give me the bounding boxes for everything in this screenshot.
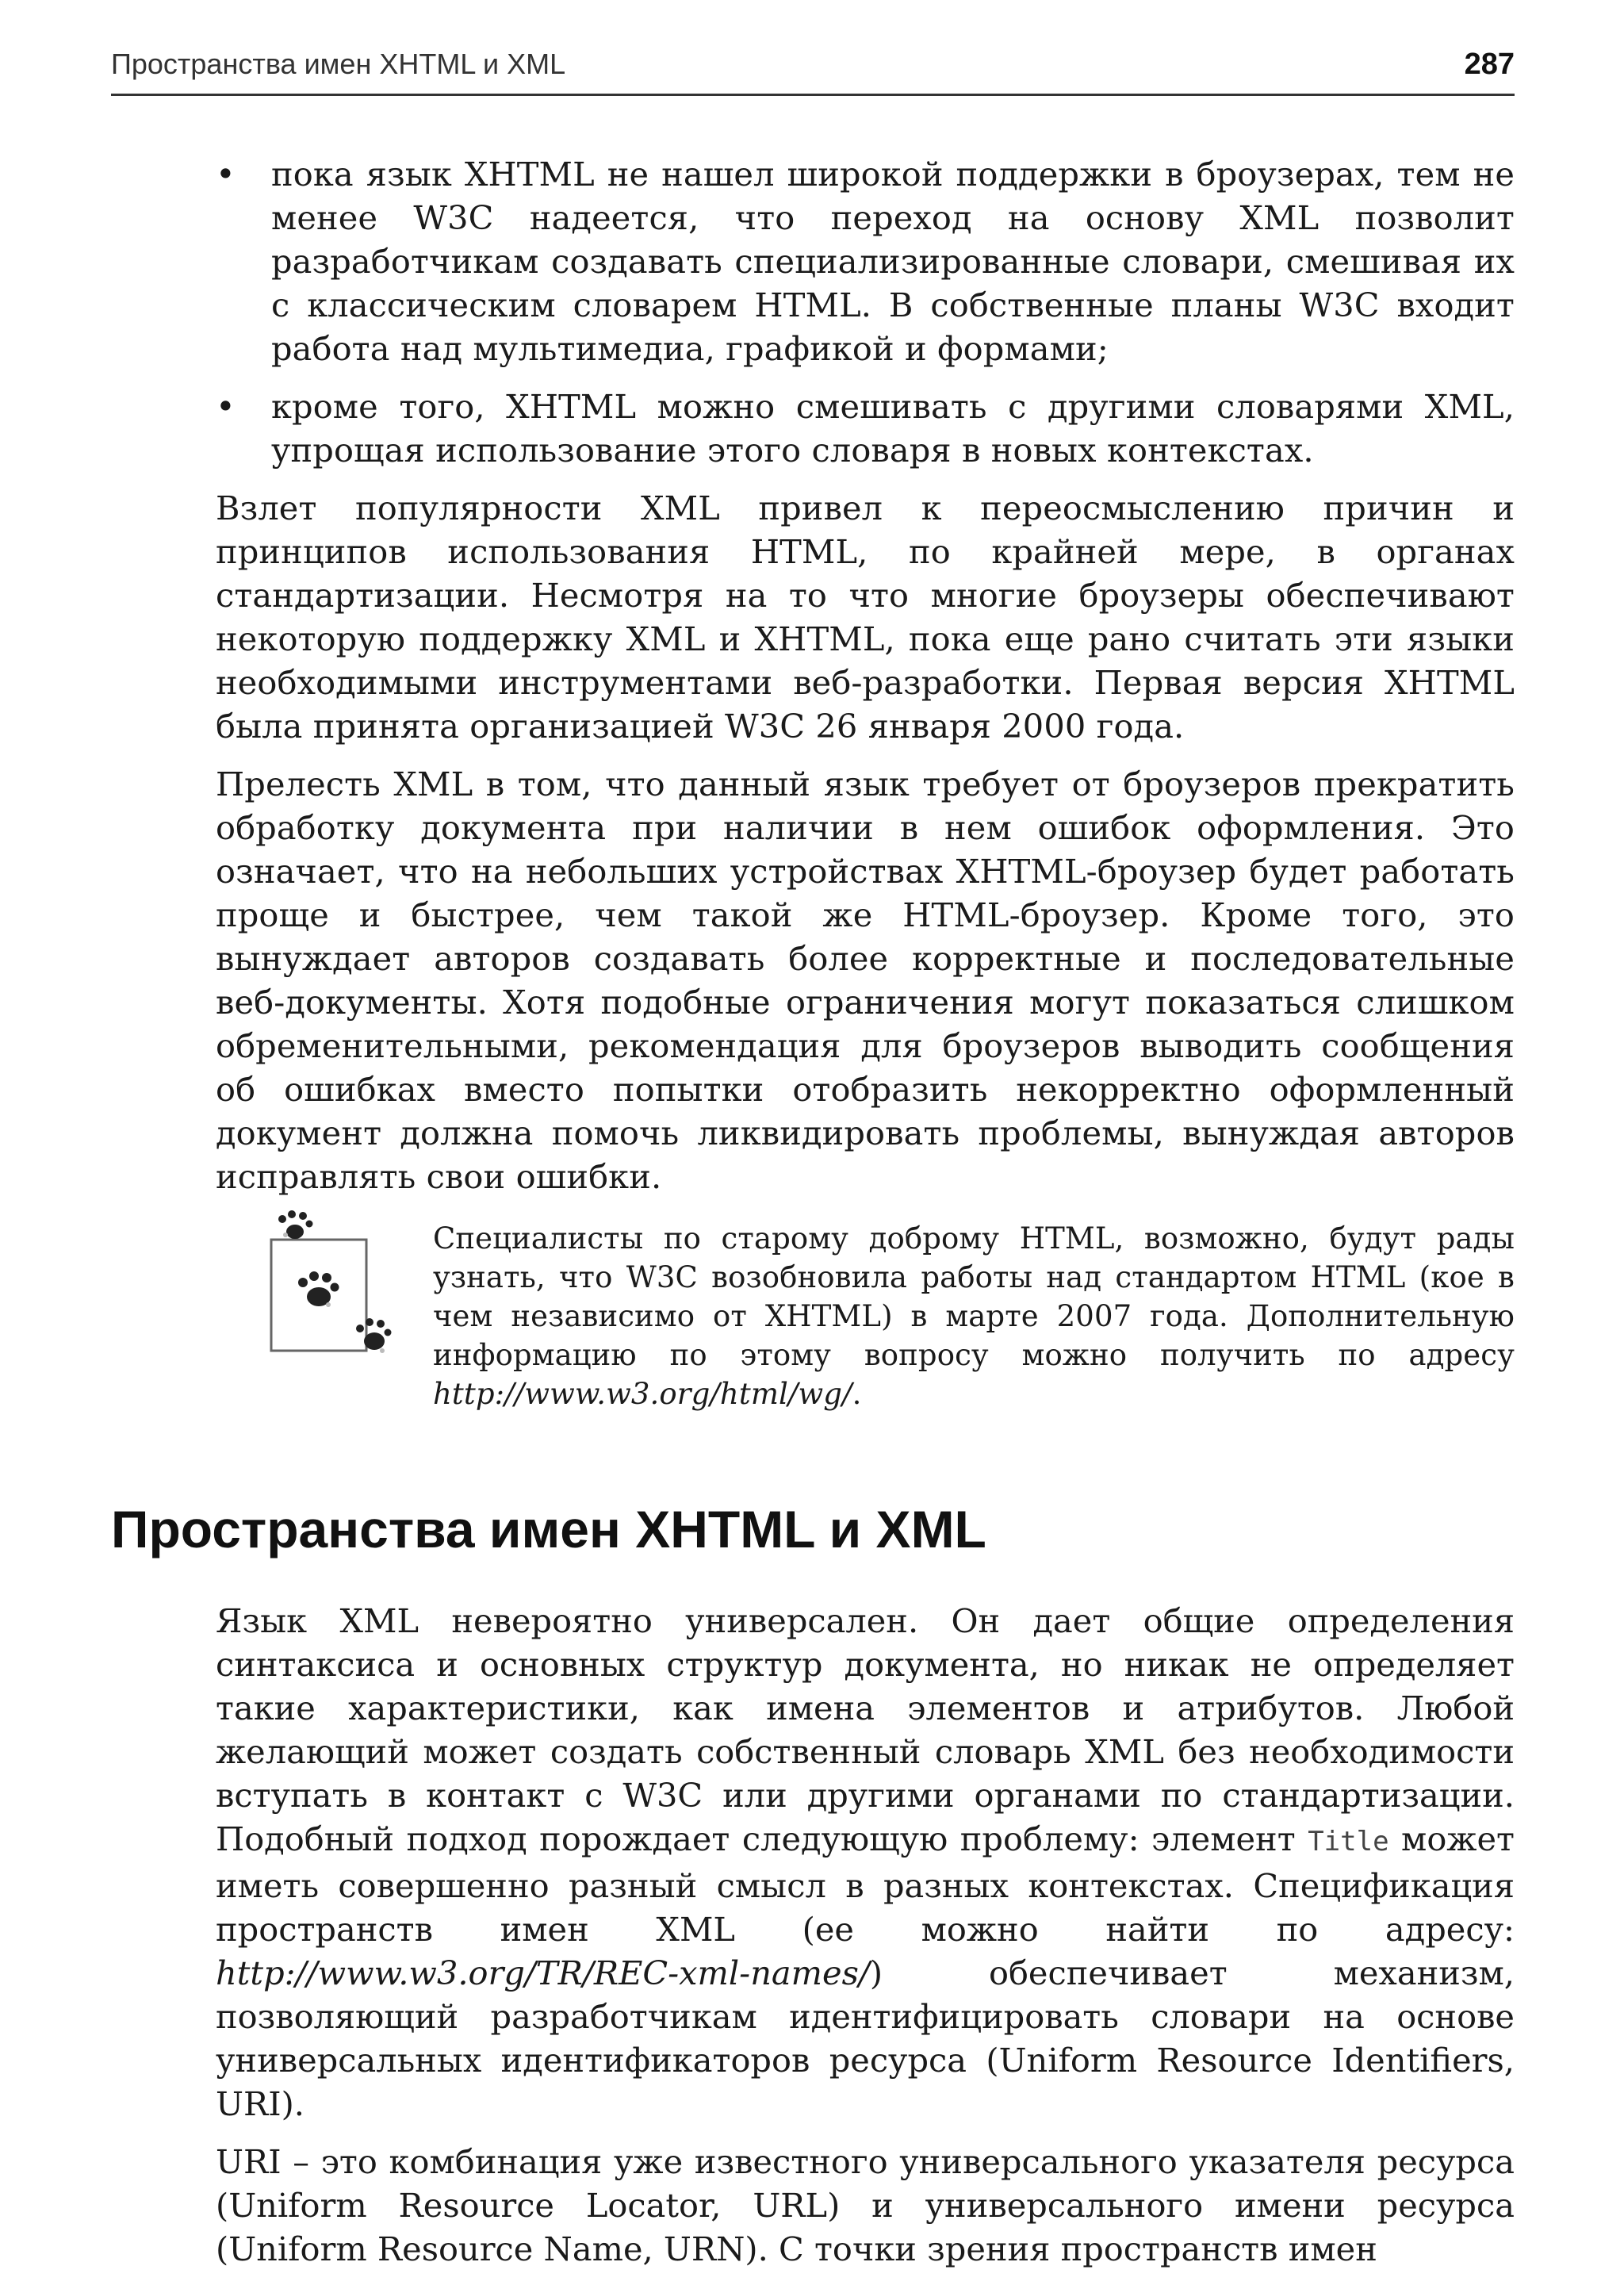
paragraph-uri-definition: URI – это комбинация уже известного универсального указателя ресурса (Uniform Resource Locator, URL) и универсального имени ресурса (Uniform Resource Name, URN). С точки зрения пространств имен — [216, 2142, 1515, 2268]
bullet-marker: • — [216, 155, 236, 194]
note-text — [433, 1219, 1515, 1413]
paw-prints-icon — [263, 1208, 398, 1374]
list-item-text: пока язык XHTML не нашел широкой поддержки в броузерах, тем не менее W3C надеется, что переход на основу XML позволит разработчикам создавать специализированные словари, смешивая их с классическим словарем HTML. В собственные планы W3C входит работа над мультимедиа, графикой и формами; — [271, 155, 1515, 368]
paragraph-text-part: может иметь совершенно разный смысл в разных контекстах. Спецификация пространств имен XML (ее можно найти по адресу: — [216, 1819, 1515, 1949]
paragraph-xml-popularity: Взлет популярности XML привел к переосмыслению причин и принципов использования HTML, по крайней мере, в органах стандартизации. Несмотря на то что многие броузеры обеспечивают некоторую поддержку XML и XHTML, пока еще рано считать эти языки необходимыми инструментами веб-разработки. Первая версия XHTML была принята организацией W3C 26 января 2000 года. — [216, 489, 1515, 746]
bullet-marker: • — [216, 387, 236, 426]
bullet-list — [216, 152, 1515, 472]
paragraph-xml-strictness: Прелесть XML в том, что данный язык требует от броузеров прекратить обработку документа при наличии в нем ошибок оформления. Это означает, что на небольших устройствах XHTML-броузер будет работать проще и быстрее, чем такой же HTML-броузер. Кроме того, это вынуждает авторов создавать более корректные и последовательные веб-документы. Хотя подобные ограничения могут показаться слишком обременительными, рекомендация для броузеров выводить сообщения об ошибках вместо попытки отобразить некорректно оформленный документ должна помочь ликвидировать проблемы, вынуждая авторов исправлять свои ошибки. — [216, 765, 1515, 1196]
running-title: Пространства имен XHTML и XML — [111, 48, 566, 80]
main-text-block — [216, 152, 1515, 1449]
paragraph-text-part: Язык XML невероятно универсален. Он дает общие определения синтаксиса и основных структур документа, но никак не определяет такие характеристики, как имена элементов и атрибутов. Любой желающий может создать собственный словарь XML без необходимости вступать в контакт с W3C или другими органами по стандартизации. Подобный подход порождает следующую проблему: элемент — [216, 1601, 1515, 1858]
note-url-link[interactable]: http://www.w3.org/html/wg/ — [433, 1377, 852, 1411]
section-heading: Пространства имен XHTML и XML — [111, 1500, 986, 1558]
list-item-text: кроме того, XHTML можно смешивать с другими словарями XML, упрощая использование этого словаря в новых контекстах. — [271, 387, 1515, 470]
namespaces-spec-url-link[interactable]: http://www.w3.org/TR/REC-xml-names/ — [216, 1953, 870, 1992]
paragraph-xml-namespaces — [216, 1599, 1515, 2126]
list-item — [216, 152, 1515, 370]
page-number: 287 — [1464, 48, 1515, 81]
note-text-end: . — [852, 1377, 862, 1411]
list-item — [216, 385, 1515, 472]
paragraph-text-part: ) обеспечивает механизм, позволяющий разработчикам идентифицировать словари на основе универсальных идентификаторов ресурса (Uniform Resource Identifiers, URI). — [216, 1953, 1515, 2123]
note-text-main: Специалисты по старому доброму HTML, возможно, будут рады узнать, что W3C возобновила работы над стандартом HTML (кое в чем независимо от XHTML) в марте 2007 года. Дополнительную информацию по этому вопросу можно получить по адресу — [433, 1221, 1515, 1372]
running-header — [111, 46, 1515, 96]
note-box — [216, 1219, 1515, 1449]
code-title-element: Title — [1308, 1826, 1389, 1858]
section-text-block — [216, 1599, 1515, 2285]
